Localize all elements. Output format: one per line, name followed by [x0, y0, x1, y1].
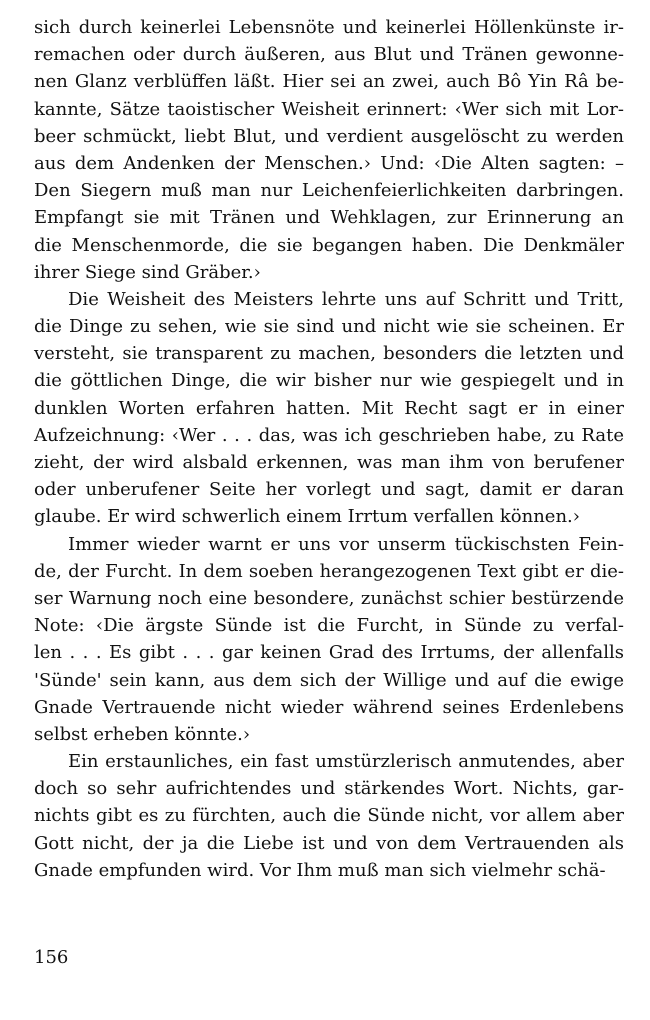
text-line: Gnade empfunden wird. Vor Ihm muß man sich vielmehr schä- — [34, 859, 606, 881]
text-line: oder unberufener Seite her vorlegt und sagt, damit er daran — [34, 479, 624, 501]
text-line: zieht, der wird alsbald erkennen, was man ihm von berufener — [34, 452, 624, 473]
text-line: de, der Furcht. In dem soeben herangezogenen Text gibt er die- — [34, 560, 624, 582]
text-line: 'Sünde' sein kann, aus dem sich der Willige und auf die ewige — [34, 669, 624, 691]
text-line: nichts gibt es zu fürchten, auch die Sünde nicht, vor allem aber — [34, 805, 624, 827]
text-line: Gott nicht, der ja die Liebe ist und von dem Vertrauenden als — [34, 832, 624, 854]
body-text — [34, 14, 624, 884]
text-line: doch so sehr aufrichtendes und stärkendes Wort. Nichts, gar- — [34, 778, 624, 800]
text-line: ser Warnung noch eine besondere, zunächst schier bestürzende — [34, 587, 624, 609]
text-line: Gnade Vertrauende nicht wieder während seines Erdenlebens — [34, 696, 624, 718]
text-line: remachen oder durch äußeren, aus Blut und Tränen gewonne- — [34, 44, 624, 66]
text-line: Immer wieder warnt er uns vor unserm tückischsten Fein- — [68, 533, 624, 555]
paragraph — [34, 14, 624, 286]
text-line: die göttlichen Dinge, die wir bisher nur wie gespiegelt und in — [34, 370, 624, 392]
text-line: kannte, Sätze taoistischer Weisheit erinnert: ‹Wer sich mit Lor- — [34, 98, 624, 120]
text-line: versteht, sie transparent zu machen, besonders die letzten und — [34, 343, 624, 365]
text-line: selbst erheben könnte.› — [34, 723, 251, 745]
text-line: Aufzeichnung: ‹Wer . . . das, was ich geschrieben habe, zu Rate — [34, 424, 624, 446]
text-line: dunklen Worten erfahren hatten. Mit Recht sagt er in einer — [34, 397, 624, 419]
paragraph — [34, 531, 624, 749]
text-line: die Dinge zu sehen, wie sie sind und nicht wie sie scheinen. Er — [34, 316, 624, 338]
paragraph — [34, 286, 624, 531]
text-line: Den Siegern muß man nur Leichenfeierlichkeiten darbringen. — [34, 180, 624, 202]
text-line: die Menschenmorde, die sie begangen haben. Die Denkmäler — [34, 234, 624, 256]
text-line: Ein erstaunliches, ein fast umstürzlerisch anmutendes, aber — [68, 751, 624, 773]
text-line: aus dem Andenken der Menschen.› Und: ‹Die Alten sagten: – — [34, 152, 624, 174]
text-line: Empfangt sie mit Tränen und Wehklagen, zur Erinnerung an — [34, 207, 624, 229]
text-line: Die Weisheit des Meisters lehrte uns auf Schritt und Tritt, — [68, 288, 624, 310]
text-line: ihrer Siege sind Gräber.› — [34, 261, 261, 283]
text-line: sich durch keinerlei Lebensnöte und keinerlei Höllenkünste ir- — [34, 17, 624, 38]
text-line: beer schmückt, liebt Blut, und verdient ausgelöscht zu werden — [34, 125, 624, 147]
text-line: glaube. Er wird schwerlich einem Irrtum verfallen können.› — [34, 506, 580, 528]
paragraph — [34, 748, 624, 884]
page-number: 156 — [34, 947, 69, 968]
text-line: Note: ‹Die ärgste Sünde ist die Furcht, in Sünde zu verfal- — [34, 615, 624, 637]
text-line: len . . . Es gibt . . . gar keinen Grad des Irrtums, der allenfalls — [34, 642, 624, 664]
text-line: nen Glanz verblüffen läßt. Hier sei an zwei, auch Bô Yin Râ be- — [34, 71, 624, 93]
